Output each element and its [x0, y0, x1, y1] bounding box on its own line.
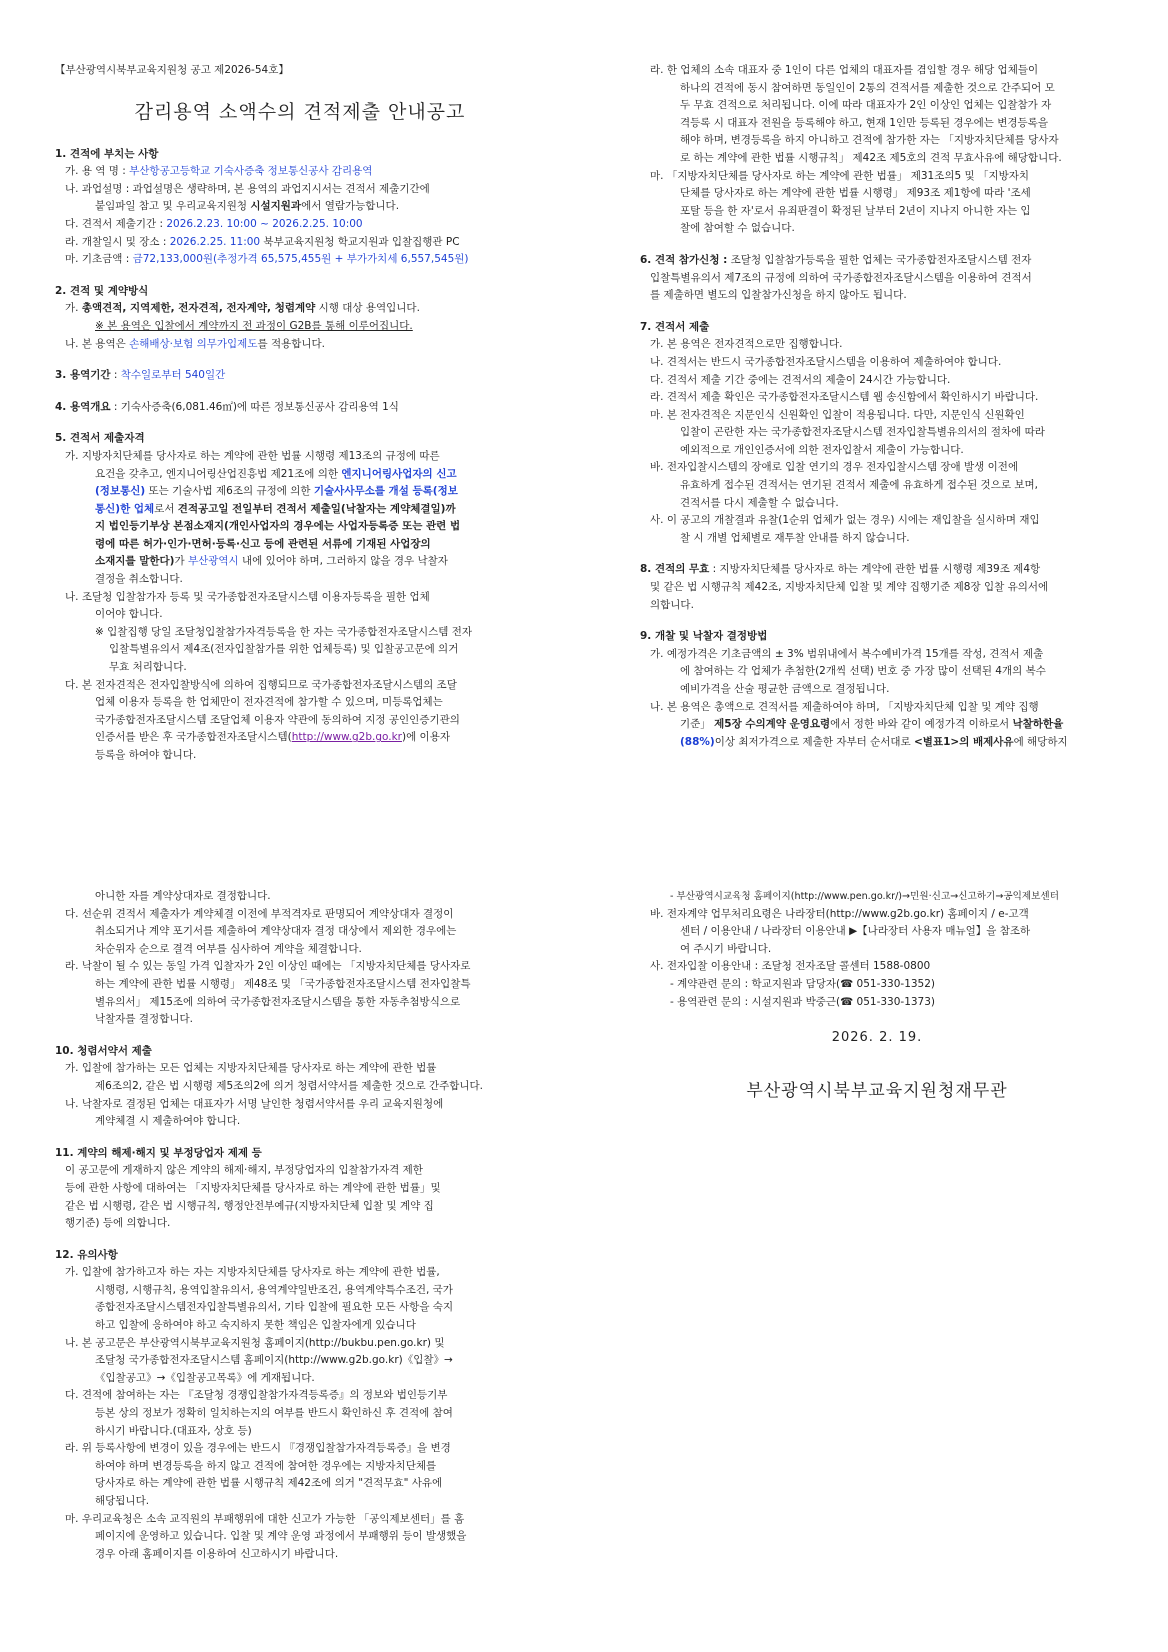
s10-a2: 제6조의2, 같은 법 시행령 제5조의2에 의거 청렴서약서를 제출한 것으로 간주합니다. — [95, 1079, 484, 1092]
page1-right-column — [640, 62, 1114, 751]
section-11-heading: 11. 계약의 해제·해지 및 부정당업자 제제 등 — [55, 1146, 262, 1159]
s12-d1: 라. 위 등록사항에 변경이 있을 경우에는 반드시 『경쟁입찰참가자격등록증』을 변경 — [65, 1442, 451, 1455]
page2-left-column — [55, 888, 545, 1563]
s12-c3: 하시기 바랍니다.(대표자, 상호 등) — [95, 1424, 252, 1437]
s5-b-note1: ※ 입찰집행 당일 조달청입찰참가자격등록을 한 자는 국가종합전자조달시스템 전자 — [95, 625, 473, 638]
s5-rb-line3: 포탈 등을 한 자'로서 유죄판결이 확정된 날부터 2년이 지나지 아니한 자는 입 — [680, 204, 1031, 217]
s7-f2: 유효하게 접수된 견적서는 연기된 견적서 제출에 유효하게 접수된 것으로 보며, — [680, 479, 1038, 492]
s9-d1: 다. 선순위 견적서 제출자가 계약체결 이전에 부적격자로 판명되어 계약상대자 결정이 — [65, 907, 454, 920]
section-4: 4. 용역개요 : 기숙사증축(6,081.46㎡)에 따른 정보통신공사 감리용역 1식 — [55, 400, 399, 413]
section-6-line1: 6. 견적 참가신청 : 조달청 입찰참가등록을 필한 업체는 국가종합전자조달시스템 전자 — [640, 253, 1032, 266]
s5-a-line7: 소재지를 말한다)가 부산광역시 내에 있어야 하며, 그러하지 않을 경우 낙찰자 — [95, 555, 448, 568]
s12-e4: - 부산광역시교육청 홈페이지(http://www.pen.go.kr/)→민원·신고→신고하기→공익제보센터 — [670, 891, 1059, 902]
section-6-line3: 를 제출하면 별도의 입찰참가신청을 하지 않아도 됩니다. — [650, 289, 907, 302]
s7-g2: 찰 시 개별 업체별로 재투찰 안내를 하지 않습니다. — [680, 531, 910, 544]
s5-b-line2: 이어야 합니다. — [95, 608, 163, 621]
s11-t3: 같은 법 시행령, 같은 법 시행규칙, 행정안전부예규(지방자치단체 입찰 및 계약 집 — [65, 1199, 434, 1212]
s7-b: 나. 견적서는 반드시 국가종합전자조달시스템을 이용하여 제출하여야 합니다. — [650, 355, 1002, 368]
s5-a-line8: 결정을 취소합니다. — [95, 573, 183, 586]
s9-r4: 낙찰자를 결정합니다. — [95, 1013, 193, 1026]
page2-right-column — [640, 888, 1114, 1100]
notice-number: 【부산광역시북부교육지원청 공고 제2026-54호】 — [55, 64, 289, 76]
s9-d2: 취소되거나 계약 포기서를 제출하여 계약상대자 결정 대상에서 제외한 경우에는 — [95, 925, 457, 938]
s5-rb-line2: 단체를 당사자로 하는 계약에 관한 법률 시행령」 제93조 제1항에 따라 '조세 — [680, 187, 1031, 200]
g2b-link[interactable]: http://www.g2b.go.kr — [291, 731, 402, 744]
s11-t4: 행기준) 등에 의합니다. — [65, 1217, 171, 1230]
s5-b-line1: 나. 조달청 입찰참가자 등록 및 국가종합전자조달시스템 이용자등록을 필한 업체 — [65, 590, 430, 603]
service-period: 착수일로부터 540일간 — [120, 369, 226, 382]
s9-r3: 별유의서」 제15조에 의하여 국가종합전자조달시스템을 통한 자동추첨방식으로 — [95, 995, 461, 1008]
s1-item-d: 라. 개찰일시 및 장소 : 2026.2.25. 11:00 북부교육지원청 학교지원과 입찰집행관 PC — [65, 235, 460, 248]
s12-e2: 페이지에 운영하고 있습니다. 입찰 및 계약 운영 과정에서 부패행위 등이 발생했을 — [95, 1530, 467, 1543]
s5-a-line5: 지 법인등기부상 본점소재지(개인사업자의 경우에는 사업자등록증 또는 관련 법 — [95, 520, 461, 533]
s12-e3: 경우 아래 홈페이지를 이용하여 신고하시기 바랍니다. — [95, 1547, 339, 1560]
s9-d3: 차순위자 순으로 결격 여부를 심사하여 계약을 체결합니다. — [95, 942, 362, 955]
base-amount: 금72,133,000원(추정가격 65,575,455원 + 부가가치세 6,557,545원) — [132, 253, 469, 266]
notice-date: 2026. 2. 19. — [831, 1030, 923, 1046]
section-1-heading: 1. 견적에 부치는 사항 — [55, 147, 159, 160]
s12-f2: 센터 / 이용안내 / 나라장터 이용안내 ▶【나라장터 사용자 매뉴얼】을 참조하 — [680, 925, 1031, 938]
s9-a2: 에 참여하는 각 업체가 추첨한(2개씩 선택) 번호 중 가장 많이 선택된 4개의 복수 — [680, 665, 1046, 678]
s10-b2: 계약체결 시 제출하여야 합니다. — [95, 1115, 241, 1128]
s9-r1: 라. 낙찰이 될 수 있는 동일 가격 입찰자가 2인 이상인 때에는 「지방자치단체를 당사자로 — [65, 960, 471, 973]
s5-rb-line4: 찰에 참여할 수 없습니다. — [680, 222, 795, 235]
s5-b-note2: 입찰특별유의서 제4조(전자입찰참가를 위한 업체등록) 및 입찰공고문에 의거 — [109, 643, 459, 656]
section-5-heading: 5. 견적서 제출자격 — [55, 432, 145, 445]
issuer-signature: 부산광역시북부교육지원청재무관 — [746, 1080, 1008, 1101]
s5-ra-line5: 해야 하며, 변경등록을 하지 아니하고 견적에 참가한 자는 「지방자치단체를 당사자 — [680, 134, 1059, 147]
s12-g3: - 용역관련 문의 : 시설지원과 박중근(☎ 051-330-1373) — [670, 995, 936, 1008]
s5-b-note3: 무효 처리합니다. — [109, 661, 187, 674]
s12-b2: 조달청 국가종합전자조달시스템 홈페이지(http://www.g2b.go.kr)《입찰》→ — [95, 1354, 453, 1367]
s9-a3: 예비가격을 산술 평균한 금액으로 결정됩니다. — [680, 683, 890, 695]
section-10-heading: 10. 청렴서약서 제출 — [55, 1044, 152, 1057]
s5-a-line3: (정보통신) 또는 기술사법 제6조의 규정에 의한 기술사사무소를 개설 등록(정보 — [95, 485, 458, 498]
page-title: 감리용역 소액수의 견적제출 안내공고 — [134, 100, 466, 123]
s7-f1: 바. 전자입찰시스템의 장애로 입찰 연기의 경우 전자입찰시스템 장애 발생 이전에 — [650, 461, 1019, 474]
s7-a: 가. 본 용역은 전자견적으로만 집행합니다. — [650, 338, 843, 351]
s12-e1: 마. 우리교육청은 소속 교직원의 부패행위에 대한 신고가 가능한 「공익제보센터」를 홈 — [65, 1512, 465, 1525]
s7-g1: 사. 이 공고의 개찰결과 유찰(1순위 업체가 없는 경우) 시에는 재입찰을 실시하며 재입 — [650, 514, 1040, 527]
s7-e3: 예외적으로 개인인증서에 의한 전자입찰서 제출이 가능합니다. — [680, 443, 964, 456]
s5-rb-line1: 마. 「지방자치단체를 당사자로 하는 계약에 관한 법률」 제31조의5 및 「지방자치 — [650, 169, 1030, 182]
s12-f1: 바. 전자계약 업무처리요령은 나라장터(http://www.g2b.go.kr) 홈페이지 / e-고객 — [650, 907, 1029, 920]
s12-d4: 해당됩니다. — [95, 1495, 150, 1507]
s11-t2: 등에 관한 사항에 대하여는 「지방자치단체를 당사자로 하는 계약에 관한 법률」및 — [65, 1181, 441, 1194]
s9-b4: 아니한 자를 계약상대자로 결정합니다. — [95, 890, 271, 902]
s7-e1: 마. 본 전자견적은 지문인식 신원확인 입찰이 적용됩니다. 다만, 지문인식 신원확인 — [650, 408, 1025, 421]
s5-a-line4: 통신)한 업체로서 견적공고일 전일부터 견적서 제출일(낙찰자는 계약체결일)까 — [95, 502, 456, 515]
s1-item-a: 가. 용 역 명 : 부산항공고등학교 기숙사증축 정보통신공사 감리용역 — [65, 165, 373, 178]
s9-b1: 나. 본 용역은 총액으로 견적서를 제출하여야 하며, 「지방자치단체 입찰 및 계약 집행 — [650, 700, 1039, 713]
service-name: 부산항공고등학교 기숙사증축 정보통신공사 감리용역 — [129, 165, 373, 178]
s7-d: 라. 견적서 제출 확인은 국가종합전자조달시스템 웹 송신함에서 확인하시기 바랍니다. — [650, 391, 1039, 404]
s5-ra-line4: 격등록 시 대표자 전원을 등록해야 하고, 현재 1인만 등록된 경우에는 변경등록을 — [680, 116, 1048, 129]
s1-item-e: 마. 기초금액 : 금72,133,000원(추정가격 65,575,455원 + 부가가치세 6,557,545원) — [65, 253, 469, 266]
s12-g2: - 계약관련 문의 : 학교지원과 담당자(☎ 051-330-1352) — [670, 977, 936, 990]
s12-d2: 하여야 하며 변경등록을 하지 않고 견적에 참여한 경우에는 지방자치단체를 — [95, 1459, 437, 1472]
s12-b1: 나. 본 공고문은 부산광역시북부교육지원청 홈페이지(http://bukbu.pen.go.kr) 및 — [65, 1336, 445, 1349]
s5-ra-line1: 라. 한 업체의 소속 대표자 중 1인이 다른 업체의 대표자를 겸임할 경우 해당 업체들이 — [650, 64, 1039, 76]
s5-a-line1: 가. 지방자치단체를 당사자로 하는 계약에 관한 법률 시행령 제13조의 규정에 따른 — [65, 449, 440, 462]
s12-a3: 종합전자조달시스템전자입찰특별유의서, 기타 입찰에 필요한 모든 사항을 숙지 — [95, 1301, 454, 1314]
s5-c-line3: 국가종합전자조달시스템 조달업체 이용자 약관에 동의하여 지정 공인인증기관의 — [95, 713, 460, 726]
s5-a-line2: 요건을 갖추고, 엔지니어링산업진흥법 제21조에 의한 엔지니어링사업자의 신고 — [95, 467, 457, 480]
s9-b3: (88%)이상 최저가격으로 제출한 자부터 순서대로 <별표1>의 배제사유에 해당하지 — [680, 735, 1068, 748]
submission-period: 2026.2.23. 10:00 ~ 2026.2.25. 10:00 — [166, 217, 363, 230]
s10-b1: 나. 낙찰자로 결정된 업체는 대표자가 서명 날인한 청렴서약서를 우리 교육지원청에 — [65, 1097, 444, 1110]
s11-t1: 이 공고문에 게재하지 않은 계약의 해제·해지, 부정당업자의 입찰참가자격 제한 — [65, 1164, 423, 1177]
s1-item-c: 다. 견적서 제출기간 : 2026.2.23. 10:00 ~ 2026.2.25. 10:00 — [65, 217, 363, 230]
section-8-line1: 8. 견적의 무효 : 지방자치단체를 당사자로 하는 계약에 관한 법률 시행령 제39조 제4항 — [640, 563, 1041, 576]
s7-c: 다. 견적서 제출 기간 중에는 견적서의 제출이 24시간 가능합니다. — [650, 373, 951, 386]
section-9-heading: 9. 개찰 및 낙찰자 결정방법 — [640, 630, 768, 643]
section-12-heading: 12. 유의사항 — [55, 1248, 118, 1261]
s12-c1: 다. 견적에 참여하는 자는 『조달청 경쟁입찰참가자격등록증』의 정보와 법인등기부 — [65, 1389, 448, 1402]
s5-ra-line6: 로 하는 계약에 관한 법률 시행규칙」 제42조 제5호의 견적 무효사유에 해당합니다. — [680, 151, 1062, 164]
s7-f3: 견적서를 다시 제출할 수 없습니다. — [680, 496, 839, 509]
section-3: 3. 용역기간 : 착수일로부터 540일간 — [55, 369, 226, 382]
s2-note: ※ 본 용역은 입찰에서 계약까지 전 과정이 G2B를 통해 이루어집니다. — [95, 319, 413, 332]
s2-item-a: 가. 총액견적, 지역제한, 전자견적, 전자계약, 청렴계약 시행 대상 용역입니다. — [65, 302, 420, 315]
s1-item-b-line1: 나. 과업설명 : 과업설명은 생략하며, 본 용역의 과업지시서는 견적서 제출기간에 — [65, 182, 430, 195]
s12-a1: 가. 입찰에 참가하고자 하는 자는 지방자치단체를 당사자로 하는 계약에 관한 법률, — [65, 1266, 440, 1279]
section-2-heading: 2. 견적 및 계약방식 — [55, 284, 149, 297]
s5-c-line2: 업체 이용자 등록을 한 업체만이 전자견적에 참가할 수 있으며, 미등록업체는 — [95, 696, 443, 709]
s5-c-line1: 다. 본 전자견적은 전자입찰방식에 의하여 집행되므로 국가종합전자조달시스템의 조달 — [65, 678, 457, 691]
s1-item-b-line2: 붙임파일 참고 및 우리교육지원청 시설지원과에서 열람가능합니다. — [95, 200, 400, 213]
s5-a-line6: 령에 따른 허가·인가·면허·등록·신고 등에 관련된 서류에 기재된 사업장의 — [95, 537, 431, 550]
s12-a4: 하고 입찰에 응하여야 하고 숙지하지 못한 책임은 입찰자에게 있습니다 — [95, 1319, 416, 1332]
section-6-line2: 입찰특별유의서 제7조의 규정에 의하여 국가종합전자조달시스템을 이용하여 견적서 — [650, 271, 1032, 284]
section-7-heading: 7. 견적서 제출 — [640, 320, 710, 333]
s10-a1: 가. 입찰에 참가하는 모든 업체는 지방자치단체를 당사자로 하는 계약에 관한 법률 — [65, 1062, 437, 1075]
section-8-line2: 및 같은 법 시행규칙 제42조, 지방자치단체 입찰 및 계약 집행기준 제8장 입찰 유의서에 — [650, 581, 1049, 594]
s9-a1: 가. 예정가격은 기초금액의 ± 3% 범위내에서 복수예비가격 15개를 작성, 견적서 제출 — [650, 647, 1044, 660]
s12-g1: 사. 전자입찰 이용안내 : 조달청 전자조달 콜센터 1588-0800 — [650, 960, 931, 973]
s9-r2: 하는 계약에 관한 법률 시행령」 제48조 및 「국가종합전자조달시스템 전자입찰특 — [95, 977, 471, 990]
opening-datetime: 2026.2.25. 11:00 — [169, 235, 261, 248]
section-8-line3: 의합니다. — [650, 598, 694, 611]
s12-c2: 등본 상의 정보가 정확히 일치하는지의 여부를 반드시 확인하신 후 견적에 참여 — [95, 1407, 453, 1420]
s12-d3: 당사자로 하는 계약에 관한 법률 시행규칙 제42조에 의거 "견적무효" 사유에 — [95, 1477, 443, 1490]
page1-left-column — [55, 62, 545, 765]
s12-f3: 여 주시기 바랍니다. — [680, 942, 772, 955]
s5-c-line5: 등록을 하여야 합니다. — [95, 749, 197, 761]
s9-b2: 기준」 제5장 수의계약 운영요령에서 정한 바와 같이 예정가격 이하로서 낙찰하한율 — [680, 718, 1064, 731]
s5-ra-line3: 두 무효 견적으로 처리됩니다. 이에 따라 대표자가 2인 이상인 업체는 입찰참가 자 — [680, 99, 1052, 112]
s5-ra-line2: 하나의 견적에 동시 참여하면 동일인이 2통의 견적서를 제출한 것으로 간주되어 모 — [680, 81, 1055, 94]
s2-item-b: 나. 본 용역은 손해배상·보험 의무가입제도를 적용합니다. — [65, 337, 326, 350]
s5-c-line4: 인증서를 받은 후 국가종합전자조달시스템(http://www.g2b.go.kr)에 이용자 — [95, 731, 450, 744]
s12-a2: 시행령, 시행규칙, 용역입찰유의서, 용역계약일반조건, 용역계약특수조건, 국가 — [95, 1283, 453, 1296]
s12-b3: 《입찰공고》→《입찰공고목록》에 게재됩니다. — [95, 1371, 315, 1384]
s7-e2: 입찰이 곤란한 자는 국가종합전자조달시스템 전자입찰특별유의서의 절차에 따라 — [680, 426, 1045, 439]
